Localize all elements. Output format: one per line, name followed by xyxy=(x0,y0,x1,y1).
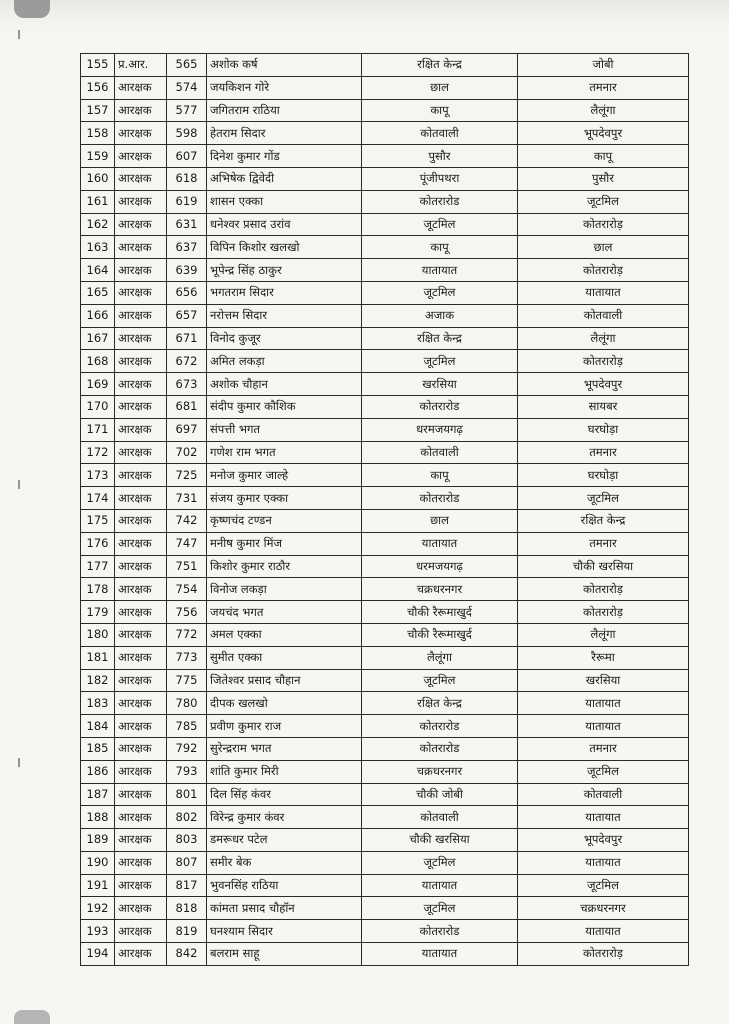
serial-number-cell: 179 xyxy=(81,601,115,624)
new-posting-cell: कोतरारोड़ xyxy=(518,259,689,282)
current-posting-cell: चौकी रैरूमाखुर्द xyxy=(362,623,518,646)
rank-cell: आरक्षक xyxy=(115,578,167,601)
table-row xyxy=(81,578,689,601)
table-row xyxy=(81,464,689,487)
badge-number-cell: 792 xyxy=(167,737,207,760)
serial-number-cell: 188 xyxy=(81,806,115,829)
badge-number-cell: 631 xyxy=(167,213,207,236)
new-posting-cell: यातायात xyxy=(518,281,689,304)
rank-cell: आरक्षक xyxy=(115,236,167,259)
serial-number-cell: 190 xyxy=(81,851,115,874)
new-posting-cell: घरघोड़ा xyxy=(518,418,689,441)
badge-number-cell: 818 xyxy=(167,897,207,920)
new-posting-cell: जूटमिल xyxy=(518,874,689,897)
name-cell: विरेन्द्र कुमार कंवर xyxy=(207,806,362,829)
serial-number-cell: 169 xyxy=(81,373,115,396)
badge-number-cell: 793 xyxy=(167,760,207,783)
badge-number-cell: 747 xyxy=(167,532,207,555)
new-posting-cell: पुसौर xyxy=(518,167,689,190)
rank-cell: प्र.आर. xyxy=(115,54,167,77)
table-row xyxy=(81,555,689,578)
transfer-list-table xyxy=(80,53,689,966)
current-posting-cell: पूंजीपथरा xyxy=(362,167,518,190)
badge-number-cell: 598 xyxy=(167,122,207,145)
new-posting-cell: चौकी खरसिया xyxy=(518,555,689,578)
name-cell: बलराम साहू xyxy=(207,943,362,966)
name-cell: अशोक कर्ष xyxy=(207,54,362,77)
name-cell: सुमीत एक्का xyxy=(207,646,362,669)
new-posting-cell: कोतरारोड़ xyxy=(518,601,689,624)
badge-number-cell: 577 xyxy=(167,99,207,122)
margin-mark xyxy=(18,758,20,767)
badge-number-cell: 574 xyxy=(167,76,207,99)
serial-number-cell: 161 xyxy=(81,190,115,213)
rank-cell: आरक्षक xyxy=(115,122,167,145)
badge-number-cell: 618 xyxy=(167,167,207,190)
rank-cell: आरक्षक xyxy=(115,646,167,669)
name-cell: मनोज कुमार जाल्हे xyxy=(207,464,362,487)
rank-cell: आरक्षक xyxy=(115,532,167,555)
new-posting-cell: तमनार xyxy=(518,737,689,760)
serial-number-cell: 170 xyxy=(81,395,115,418)
badge-number-cell: 607 xyxy=(167,145,207,168)
current-posting-cell: लैलूंगा xyxy=(362,646,518,669)
serial-number-cell: 183 xyxy=(81,692,115,715)
new-posting-cell: यातायात xyxy=(518,692,689,715)
current-posting-cell: जूटमिल xyxy=(362,897,518,920)
rank-cell: आरक्षक xyxy=(115,259,167,282)
table-row xyxy=(81,601,689,624)
name-cell: जयचंद भगत xyxy=(207,601,362,624)
current-posting-cell: धरमजयगढ़ xyxy=(362,555,518,578)
badge-number-cell: 681 xyxy=(167,395,207,418)
name-cell: जयकिशन गोरे xyxy=(207,76,362,99)
current-posting-cell: जूटमिल xyxy=(362,851,518,874)
rank-cell: आरक्षक xyxy=(115,874,167,897)
serial-number-cell: 178 xyxy=(81,578,115,601)
current-posting-cell: चक्रधरनगर xyxy=(362,760,518,783)
badge-number-cell: 725 xyxy=(167,464,207,487)
new-posting-cell: कोतरारोड़ xyxy=(518,943,689,966)
rank-cell: आरक्षक xyxy=(115,669,167,692)
rank-cell: आरक्षक xyxy=(115,715,167,738)
name-cell: भुवनसिंह राठिया xyxy=(207,874,362,897)
serial-number-cell: 177 xyxy=(81,555,115,578)
badge-number-cell: 817 xyxy=(167,874,207,897)
name-cell: गणेश राम भगत xyxy=(207,441,362,464)
binder-clip-mark-bottom xyxy=(14,1010,50,1024)
margin-mark xyxy=(18,30,20,39)
rank-cell: आरक्षक xyxy=(115,737,167,760)
rank-cell: आरक्षक xyxy=(115,897,167,920)
name-cell: जगितराम राठिया xyxy=(207,99,362,122)
rank-cell: आरक्षक xyxy=(115,555,167,578)
current-posting-cell: जूटमिल xyxy=(362,213,518,236)
badge-number-cell: 639 xyxy=(167,259,207,282)
table-row xyxy=(81,190,689,213)
rank-cell: आरक्षक xyxy=(115,623,167,646)
badge-number-cell: 619 xyxy=(167,190,207,213)
rank-cell: आरक्षक xyxy=(115,943,167,966)
table-row xyxy=(81,851,689,874)
name-cell: प्रवीण कुमार राज xyxy=(207,715,362,738)
rank-cell: आरक्षक xyxy=(115,829,167,852)
new-posting-cell: कोतवाली xyxy=(518,304,689,327)
table-row xyxy=(81,874,689,897)
current-posting-cell: कोतरारोड xyxy=(362,395,518,418)
current-posting-cell: जूटमिल xyxy=(362,669,518,692)
rank-cell: आरक्षक xyxy=(115,76,167,99)
name-cell: कृष्णचंद टण्डन xyxy=(207,509,362,532)
current-posting-cell: कोतवाली xyxy=(362,806,518,829)
serial-number-cell: 164 xyxy=(81,259,115,282)
current-posting-cell: कोतरारोड xyxy=(362,190,518,213)
table-row xyxy=(81,259,689,282)
rank-cell: आरक्षक xyxy=(115,327,167,350)
serial-number-cell: 171 xyxy=(81,418,115,441)
table-row xyxy=(81,509,689,532)
name-cell: दीपक खलखो xyxy=(207,692,362,715)
rank-cell: आरक्षक xyxy=(115,487,167,510)
current-posting-cell: रक्षित केन्द्र xyxy=(362,54,518,77)
table-row xyxy=(81,829,689,852)
table-row xyxy=(81,236,689,259)
table-row xyxy=(81,145,689,168)
serial-number-cell: 193 xyxy=(81,920,115,943)
rank-cell: आरक्षक xyxy=(115,304,167,327)
serial-number-cell: 157 xyxy=(81,99,115,122)
serial-number-cell: 172 xyxy=(81,441,115,464)
table-row xyxy=(81,441,689,464)
current-posting-cell: कोतवाली xyxy=(362,441,518,464)
name-cell: मनीष कुमार मिंज xyxy=(207,532,362,555)
current-posting-cell: जूटमिल xyxy=(362,281,518,304)
current-posting-cell: कोतरारोड xyxy=(362,487,518,510)
rank-cell: आरक्षक xyxy=(115,145,167,168)
serial-number-cell: 156 xyxy=(81,76,115,99)
table-row xyxy=(81,76,689,99)
serial-number-cell: 155 xyxy=(81,54,115,77)
serial-number-cell: 165 xyxy=(81,281,115,304)
current-posting-cell: कोतवाली xyxy=(362,122,518,145)
rank-cell: आरक्षक xyxy=(115,167,167,190)
table-row xyxy=(81,646,689,669)
badge-number-cell: 671 xyxy=(167,327,207,350)
new-posting-cell: कापू xyxy=(518,145,689,168)
serial-number-cell: 176 xyxy=(81,532,115,555)
serial-number-cell: 163 xyxy=(81,236,115,259)
table-row xyxy=(81,167,689,190)
name-cell: दिल सिंह कंवर xyxy=(207,783,362,806)
badge-number-cell: 656 xyxy=(167,281,207,304)
table-row xyxy=(81,920,689,943)
new-posting-cell: कोतवाली xyxy=(518,783,689,806)
badge-number-cell: 802 xyxy=(167,806,207,829)
current-posting-cell: यातायात xyxy=(362,943,518,966)
table-row xyxy=(81,213,689,236)
serial-number-cell: 160 xyxy=(81,167,115,190)
serial-number-cell: 181 xyxy=(81,646,115,669)
badge-number-cell: 773 xyxy=(167,646,207,669)
table-row xyxy=(81,54,689,77)
current-posting-cell: रक्षित केन्द्र xyxy=(362,692,518,715)
badge-number-cell: 657 xyxy=(167,304,207,327)
name-cell: अभिषेक द्विवेदी xyxy=(207,167,362,190)
current-posting-cell: पुसौर xyxy=(362,145,518,168)
name-cell: किशोर कुमार राठौर xyxy=(207,555,362,578)
serial-number-cell: 166 xyxy=(81,304,115,327)
current-posting-cell: यातायात xyxy=(362,532,518,555)
new-posting-cell: कोतरारोड़ xyxy=(518,578,689,601)
rank-cell: आरक्षक xyxy=(115,190,167,213)
current-posting-cell: जूटमिल xyxy=(362,350,518,373)
name-cell: अशोक चौहान xyxy=(207,373,362,396)
table-row xyxy=(81,395,689,418)
name-cell: विनोद कुजूर xyxy=(207,327,362,350)
table-row xyxy=(81,737,689,760)
new-posting-cell: कोतरारोड़ xyxy=(518,213,689,236)
serial-number-cell: 158 xyxy=(81,122,115,145)
badge-number-cell: 801 xyxy=(167,783,207,806)
rank-cell: आरक्षक xyxy=(115,418,167,441)
badge-number-cell: 565 xyxy=(167,54,207,77)
badge-number-cell: 756 xyxy=(167,601,207,624)
table-row xyxy=(81,487,689,510)
new-posting-cell: कोतरारोड़ xyxy=(518,350,689,373)
badge-number-cell: 807 xyxy=(167,851,207,874)
serial-number-cell: 173 xyxy=(81,464,115,487)
rank-cell: आरक्षक xyxy=(115,920,167,943)
current-posting-cell: चक्रधरनगर xyxy=(362,578,518,601)
new-posting-cell: भूपदेवपुर xyxy=(518,122,689,145)
rank-cell: आरक्षक xyxy=(115,213,167,236)
name-cell: संदीप कुमार कौशिक xyxy=(207,395,362,418)
new-posting-cell: रक्षित केन्द्र xyxy=(518,509,689,532)
current-posting-cell: कापू xyxy=(362,464,518,487)
serial-number-cell: 167 xyxy=(81,327,115,350)
badge-number-cell: 673 xyxy=(167,373,207,396)
new-posting-cell: तमनार xyxy=(518,532,689,555)
badge-number-cell: 842 xyxy=(167,943,207,966)
badge-number-cell: 742 xyxy=(167,509,207,532)
rank-cell: आरक्षक xyxy=(115,783,167,806)
badge-number-cell: 697 xyxy=(167,418,207,441)
current-posting-cell: खरसिया xyxy=(362,373,518,396)
current-posting-cell: कोतरारोड xyxy=(362,737,518,760)
table-row xyxy=(81,373,689,396)
name-cell: संपत्ती भगत xyxy=(207,418,362,441)
badge-number-cell: 637 xyxy=(167,236,207,259)
name-cell: विपिन किशोर खलखो xyxy=(207,236,362,259)
badge-number-cell: 819 xyxy=(167,920,207,943)
current-posting-cell: रक्षित केन्द्र xyxy=(362,327,518,350)
name-cell: अमल एक्का xyxy=(207,623,362,646)
new-posting-cell: चक्रधरनगर xyxy=(518,897,689,920)
new-posting-cell: तमनार xyxy=(518,76,689,99)
name-cell: डमरूधर पटेल xyxy=(207,829,362,852)
name-cell: धनेश्वर प्रसाद उरांव xyxy=(207,213,362,236)
badge-number-cell: 780 xyxy=(167,692,207,715)
current-posting-cell: यातायात xyxy=(362,874,518,897)
serial-number-cell: 180 xyxy=(81,623,115,646)
badge-number-cell: 672 xyxy=(167,350,207,373)
badge-number-cell: 785 xyxy=(167,715,207,738)
current-posting-cell: धरमजयगढ़ xyxy=(362,418,518,441)
rank-cell: आरक्षक xyxy=(115,760,167,783)
new-posting-cell: यातायात xyxy=(518,920,689,943)
rank-cell: आरक्षक xyxy=(115,806,167,829)
transfer-list-body xyxy=(81,54,689,966)
binder-clip-mark xyxy=(14,0,50,18)
serial-number-cell: 182 xyxy=(81,669,115,692)
rank-cell: आरक्षक xyxy=(115,601,167,624)
current-posting-cell: चौकी जोबी xyxy=(362,783,518,806)
current-posting-cell: कापू xyxy=(362,236,518,259)
table-row xyxy=(81,281,689,304)
serial-number-cell: 162 xyxy=(81,213,115,236)
rank-cell: आरक्षक xyxy=(115,464,167,487)
table-row xyxy=(81,623,689,646)
new-posting-cell: सायबर xyxy=(518,395,689,418)
serial-number-cell: 189 xyxy=(81,829,115,852)
current-posting-cell: कोतरारोड xyxy=(362,920,518,943)
new-posting-cell: यातायात xyxy=(518,851,689,874)
new-posting-cell: भूपदेवपुर xyxy=(518,829,689,852)
new-posting-cell: खरसिया xyxy=(518,669,689,692)
serial-number-cell: 175 xyxy=(81,509,115,532)
serial-number-cell: 174 xyxy=(81,487,115,510)
serial-number-cell: 187 xyxy=(81,783,115,806)
table-row xyxy=(81,418,689,441)
new-posting-cell: भूपदेवपुर xyxy=(518,373,689,396)
rank-cell: आरक्षक xyxy=(115,395,167,418)
rank-cell: आरक्षक xyxy=(115,692,167,715)
new-posting-cell: जूटमिल xyxy=(518,487,689,510)
name-cell: अमित लकड़ा xyxy=(207,350,362,373)
new-posting-cell: जूटमिल xyxy=(518,190,689,213)
current-posting-cell: छाल xyxy=(362,76,518,99)
new-posting-cell: लैलूंगा xyxy=(518,99,689,122)
badge-number-cell: 775 xyxy=(167,669,207,692)
new-posting-cell: छाल xyxy=(518,236,689,259)
new-posting-cell: यातायात xyxy=(518,806,689,829)
rank-cell: आरक्षक xyxy=(115,441,167,464)
current-posting-cell: कापू xyxy=(362,99,518,122)
serial-number-cell: 194 xyxy=(81,943,115,966)
table-row xyxy=(81,715,689,738)
serial-number-cell: 185 xyxy=(81,737,115,760)
table-row xyxy=(81,692,689,715)
new-posting-cell: घरघोड़ा xyxy=(518,464,689,487)
rank-cell: आरक्षक xyxy=(115,350,167,373)
name-cell: कांमता प्रसाद चौहॉन xyxy=(207,897,362,920)
name-cell: जितेश्वर प्रसाद चौहान xyxy=(207,669,362,692)
name-cell: समीर बेक xyxy=(207,851,362,874)
rank-cell: आरक्षक xyxy=(115,99,167,122)
new-posting-cell: जूटमिल xyxy=(518,760,689,783)
table-row xyxy=(81,760,689,783)
name-cell: भूपेन्द्र सिंह ठाकुर xyxy=(207,259,362,282)
rank-cell: आरक्षक xyxy=(115,851,167,874)
current-posting-cell: कोतरारोड xyxy=(362,715,518,738)
name-cell: भगतराम सिदार xyxy=(207,281,362,304)
badge-number-cell: 751 xyxy=(167,555,207,578)
table-row xyxy=(81,99,689,122)
table-row xyxy=(81,350,689,373)
serial-number-cell: 192 xyxy=(81,897,115,920)
rank-cell: आरक्षक xyxy=(115,509,167,532)
new-posting-cell: तमनार xyxy=(518,441,689,464)
serial-number-cell: 186 xyxy=(81,760,115,783)
name-cell: हेतराम सिदार xyxy=(207,122,362,145)
current-posting-cell: यातायात xyxy=(362,259,518,282)
new-posting-cell: लैलूंगा xyxy=(518,623,689,646)
margin-mark xyxy=(18,480,20,489)
badge-number-cell: 754 xyxy=(167,578,207,601)
name-cell: दिनेश कुमार गोंड xyxy=(207,145,362,168)
table-row xyxy=(81,122,689,145)
serial-number-cell: 168 xyxy=(81,350,115,373)
badge-number-cell: 772 xyxy=(167,623,207,646)
table-row xyxy=(81,897,689,920)
table-row xyxy=(81,669,689,692)
serial-number-cell: 184 xyxy=(81,715,115,738)
current-posting-cell: छाल xyxy=(362,509,518,532)
new-posting-cell: लैलूंगा xyxy=(518,327,689,350)
rank-cell: आरक्षक xyxy=(115,281,167,304)
new-posting-cell: रैरूमा xyxy=(518,646,689,669)
name-cell: विनोज लकड़ा xyxy=(207,578,362,601)
badge-number-cell: 702 xyxy=(167,441,207,464)
name-cell: शांति कुमार मिरी xyxy=(207,760,362,783)
new-posting-cell: यातायात xyxy=(518,715,689,738)
current-posting-cell: अजाक xyxy=(362,304,518,327)
name-cell: शासन एक्का xyxy=(207,190,362,213)
badge-number-cell: 731 xyxy=(167,487,207,510)
table-row xyxy=(81,304,689,327)
current-posting-cell: चौकी खरसिया xyxy=(362,829,518,852)
name-cell: नरोत्तम सिदार xyxy=(207,304,362,327)
name-cell: सुरेन्द्रराम भगत xyxy=(207,737,362,760)
serial-number-cell: 191 xyxy=(81,874,115,897)
current-posting-cell: चौकी रैरूमाखुर्द xyxy=(362,601,518,624)
rank-cell: आरक्षक xyxy=(115,373,167,396)
badge-number-cell: 803 xyxy=(167,829,207,852)
table-row xyxy=(81,327,689,350)
name-cell: संजय कुमार एक्का xyxy=(207,487,362,510)
table-row xyxy=(81,943,689,966)
serial-number-cell: 159 xyxy=(81,145,115,168)
table-row xyxy=(81,806,689,829)
new-posting-cell: जोबी xyxy=(518,54,689,77)
table-row xyxy=(81,783,689,806)
name-cell: घनश्याम सिदार xyxy=(207,920,362,943)
table-row xyxy=(81,532,689,555)
